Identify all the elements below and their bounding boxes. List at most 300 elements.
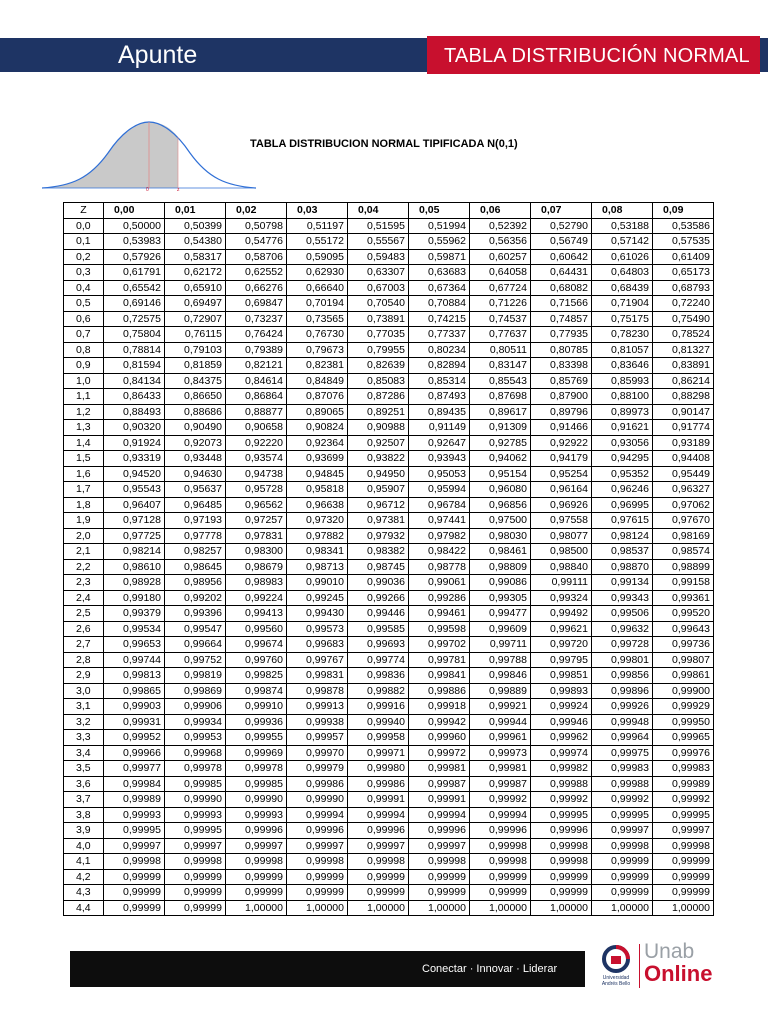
probability-cell: 0,99547 <box>165 621 226 637</box>
table-row <box>64 869 714 885</box>
probability-cell: 0,99996 <box>409 823 470 839</box>
probability-cell: 0,98500 <box>531 544 592 560</box>
probability-cell: 0,99999 <box>592 854 653 870</box>
probability-cell: 0,99952 <box>104 730 165 746</box>
z-value-cell: 0,1 <box>64 234 104 250</box>
probability-cell: 0,99999 <box>104 869 165 885</box>
probability-cell: 0,91466 <box>531 420 592 436</box>
probability-cell: 0,98077 <box>531 528 592 544</box>
logo-divider <box>639 944 640 988</box>
z-value-cell: 1,1 <box>64 389 104 405</box>
table-row <box>64 885 714 901</box>
probability-cell: 0,99993 <box>226 807 287 823</box>
probability-cell: 0,50399 <box>165 218 226 234</box>
probability-cell: 0,99693 <box>348 637 409 653</box>
probability-cell: 0,99999 <box>409 885 470 901</box>
z-value-cell: 1,8 <box>64 497 104 513</box>
table-row <box>64 730 714 746</box>
table-row <box>64 575 714 591</box>
probability-cell: 0,99573 <box>287 621 348 637</box>
probability-cell: 0,98257 <box>165 544 226 560</box>
probability-cell: 0,99995 <box>104 823 165 839</box>
probability-cell: 0,90490 <box>165 420 226 436</box>
probability-cell: 0,91149 <box>409 420 470 436</box>
probability-cell: 0,99999 <box>165 869 226 885</box>
z-value-cell: 1,6 <box>64 466 104 482</box>
probability-cell: 0,99893 <box>531 683 592 699</box>
probability-cell: 0,99987 <box>470 776 531 792</box>
table-row <box>64 590 714 606</box>
probability-cell: 0,99990 <box>226 792 287 808</box>
probability-cell: 0,92364 <box>287 435 348 451</box>
probability-cell: 0,99999 <box>592 869 653 885</box>
z-value-cell: 3,5 <box>64 761 104 777</box>
probability-cell: 0,99653 <box>104 637 165 653</box>
probability-cell: 0,99985 <box>226 776 287 792</box>
probability-cell: 0,99999 <box>104 900 165 916</box>
probability-cell: 0,83646 <box>592 358 653 374</box>
table-row <box>64 854 714 870</box>
probability-cell: 0,96080 <box>470 482 531 498</box>
probability-cell: 0,99921 <box>470 699 531 715</box>
probability-cell: 0,99813 <box>104 668 165 684</box>
probability-cell: 0,99934 <box>165 714 226 730</box>
probability-cell: 0,83147 <box>470 358 531 374</box>
probability-cell: 0,99983 <box>592 761 653 777</box>
probability-cell: 0,99999 <box>531 869 592 885</box>
probability-cell: 0,99968 <box>165 745 226 761</box>
probability-cell: 0,94520 <box>104 466 165 482</box>
probability-cell: 0,67364 <box>409 280 470 296</box>
table-row <box>64 482 714 498</box>
probability-cell: 0,84375 <box>165 373 226 389</box>
table-row <box>64 699 714 715</box>
probability-cell: 0,99111 <box>531 575 592 591</box>
table-row <box>64 776 714 792</box>
probability-cell: 0,99825 <box>226 668 287 684</box>
probability-cell: 0,93189 <box>653 435 714 451</box>
probability-cell: 0,99831 <box>287 668 348 684</box>
z-value-cell: 0,7 <box>64 327 104 343</box>
probability-cell: 0,99286 <box>409 590 470 606</box>
z-value-cell: 4,4 <box>64 900 104 916</box>
probability-cell: 0,98422 <box>409 544 470 560</box>
z-value-cell: 3,1 <box>64 699 104 715</box>
probability-cell: 0,55567 <box>348 234 409 250</box>
probability-cell: 0,96638 <box>287 497 348 513</box>
z-value-cell: 3,3 <box>64 730 104 746</box>
table-row <box>64 389 714 405</box>
probability-cell: 0,93574 <box>226 451 287 467</box>
probability-cell: 0,87698 <box>470 389 531 405</box>
probability-cell: 0,71904 <box>592 296 653 312</box>
probability-cell: 0,53586 <box>653 218 714 234</box>
probability-cell: 0,99882 <box>348 683 409 699</box>
probability-cell: 0,77637 <box>470 327 531 343</box>
probability-cell: 0,99379 <box>104 606 165 622</box>
probability-cell: 0,99744 <box>104 652 165 668</box>
probability-cell: 0,99896 <box>592 683 653 699</box>
probability-cell: 0,86214 <box>653 373 714 389</box>
probability-cell: 0,99998 <box>226 854 287 870</box>
probability-cell: 0,98745 <box>348 559 409 575</box>
probability-cell: 0,79673 <box>287 342 348 358</box>
probability-cell: 0,62930 <box>287 265 348 281</box>
probability-cell: 0,99988 <box>531 776 592 792</box>
table-row <box>64 683 714 699</box>
probability-cell: 1,00000 <box>348 900 409 916</box>
probability-cell: 0,99971 <box>348 745 409 761</box>
probability-cell: 0,99413 <box>226 606 287 622</box>
probability-cell: 0,54776 <box>226 234 287 250</box>
probability-cell: 0,99988 <box>592 776 653 792</box>
probability-cell: 0,87286 <box>348 389 409 405</box>
probability-cell: 0,84849 <box>287 373 348 389</box>
probability-cell: 0,71226 <box>470 296 531 312</box>
probability-cell: 0,85769 <box>531 373 592 389</box>
probability-cell: 0,69146 <box>104 296 165 312</box>
probability-cell: 0,99995 <box>592 807 653 823</box>
probability-cell: 0,99999 <box>470 885 531 901</box>
probability-cell: 0,99760 <box>226 652 287 668</box>
probability-cell: 0,95994 <box>409 482 470 498</box>
probability-cell: 0,96327 <box>653 482 714 498</box>
z-value-cell: 3,0 <box>64 683 104 699</box>
z-value-cell: 0,8 <box>64 342 104 358</box>
z-value-cell: 1,2 <box>64 404 104 420</box>
probability-cell: 0,99585 <box>348 621 409 637</box>
probability-cell: 0,97725 <box>104 528 165 544</box>
z-value-cell: 2,8 <box>64 652 104 668</box>
probability-cell: 0,75175 <box>592 311 653 327</box>
probability-cell: 0,99266 <box>348 590 409 606</box>
probability-cell: 0,99997 <box>653 823 714 839</box>
probability-cell: 0,96712 <box>348 497 409 513</box>
probability-cell: 0,50000 <box>104 218 165 234</box>
probability-cell: 0,98341 <box>287 544 348 560</box>
probability-cell: 0,99998 <box>653 838 714 854</box>
probability-cell: 0,97500 <box>470 513 531 529</box>
probability-cell: 0,85993 <box>592 373 653 389</box>
z-value-cell: 3,4 <box>64 745 104 761</box>
probability-cell: 0,99711 <box>470 637 531 653</box>
table-row <box>64 621 714 637</box>
probability-cell: 0,99683 <box>287 637 348 653</box>
probability-cell: 0,98809 <box>470 559 531 575</box>
probability-cell: 0,99981 <box>409 761 470 777</box>
probability-cell: 0,94630 <box>165 466 226 482</box>
probability-cell: 0,65542 <box>104 280 165 296</box>
probability-cell: 0,85543 <box>470 373 531 389</box>
probability-cell: 0,99874 <box>226 683 287 699</box>
column-header: 0,00 <box>104 203 165 219</box>
probability-cell: 0,99958 <box>348 730 409 746</box>
probability-cell: 0,99953 <box>165 730 226 746</box>
probability-cell: 0,99999 <box>653 885 714 901</box>
probability-cell: 0,96485 <box>165 497 226 513</box>
footer-tagline: Conectar · Innovar · Liderar <box>422 963 558 975</box>
probability-cell: 0,99978 <box>165 761 226 777</box>
z-value-cell: 2,7 <box>64 637 104 653</box>
probability-cell: 0,99036 <box>348 575 409 591</box>
probability-cell: 0,69497 <box>165 296 226 312</box>
probability-cell: 0,99986 <box>348 776 409 792</box>
probability-cell: 0,96246 <box>592 482 653 498</box>
shaded-area <box>42 122 178 188</box>
probability-cell: 0,90658 <box>226 420 287 436</box>
probability-cell: 0,99999 <box>226 869 287 885</box>
probability-cell: 0,77035 <box>348 327 409 343</box>
probability-cell: 0,99938 <box>287 714 348 730</box>
probability-cell: 0,75490 <box>653 311 714 327</box>
probability-cell: 0,99999 <box>531 885 592 901</box>
probability-cell: 0,99996 <box>531 823 592 839</box>
probability-cell: 0,98983 <box>226 575 287 591</box>
probability-cell: 0,99993 <box>165 807 226 823</box>
column-header: 0,03 <box>287 203 348 219</box>
probability-cell: 0,51595 <box>348 218 409 234</box>
probability-cell: 0,99978 <box>226 761 287 777</box>
probability-cell: 0,99990 <box>287 792 348 808</box>
probability-cell: 0,82894 <box>409 358 470 374</box>
probability-cell: 0,82381 <box>287 358 348 374</box>
table-row <box>64 327 714 343</box>
probability-cell: 0,99991 <box>409 792 470 808</box>
probability-cell: 0,87900 <box>531 389 592 405</box>
probability-cell: 0,99926 <box>592 699 653 715</box>
table-row <box>64 668 714 684</box>
probability-cell: 0,99621 <box>531 621 592 637</box>
probability-cell: 0,94950 <box>348 466 409 482</box>
probability-cell: 0,75804 <box>104 327 165 343</box>
probability-cell: 0,51994 <box>409 218 470 234</box>
column-header: 0,02 <box>226 203 287 219</box>
probability-cell: 0,99992 <box>531 792 592 808</box>
logo-unab-text: Unab <box>644 940 695 963</box>
probability-cell: 0,99990 <box>165 792 226 808</box>
column-header: Z <box>64 203 104 219</box>
probability-cell: 0,98169 <box>653 528 714 544</box>
column-header: 0,01 <box>165 203 226 219</box>
probability-cell: 0,97778 <box>165 528 226 544</box>
probability-cell: 0,97882 <box>287 528 348 544</box>
probability-cell: 0,99987 <box>409 776 470 792</box>
probability-cell: 0,96856 <box>470 497 531 513</box>
probability-cell: 0,99995 <box>531 807 592 823</box>
probability-cell: 0,97062 <box>653 497 714 513</box>
probability-cell: 0,89973 <box>592 404 653 420</box>
probability-cell: 0,99861 <box>653 668 714 684</box>
probability-cell: 0,89435 <box>409 404 470 420</box>
probability-cell: 0,82121 <box>226 358 287 374</box>
probability-cell: 0,99202 <box>165 590 226 606</box>
probability-cell: 0,99995 <box>653 807 714 823</box>
probability-cell: 0,96995 <box>592 497 653 513</box>
probability-cell: 0,98840 <box>531 559 592 575</box>
z-value-cell: 2,5 <box>64 606 104 622</box>
probability-cell: 0,59095 <box>287 249 348 265</box>
table-row <box>64 296 714 312</box>
probability-cell: 0,99955 <box>226 730 287 746</box>
table-row <box>64 559 714 575</box>
probability-cell: 0,91309 <box>470 420 531 436</box>
probability-cell: 0,99643 <box>653 621 714 637</box>
probability-cell: 0,56749 <box>531 234 592 250</box>
probability-cell: 0,97381 <box>348 513 409 529</box>
probability-cell: 0,99999 <box>409 869 470 885</box>
probability-cell: 0,86650 <box>165 389 226 405</box>
probability-cell: 0,81057 <box>592 342 653 358</box>
z-value-cell: 1,5 <box>64 451 104 467</box>
probability-cell: 0,99305 <box>470 590 531 606</box>
table-row <box>64 544 714 560</box>
probability-cell: 0,91924 <box>104 435 165 451</box>
probability-cell: 0,99361 <box>653 590 714 606</box>
probability-cell: 0,99961 <box>470 730 531 746</box>
probability-cell: 0,97982 <box>409 528 470 544</box>
probability-cell: 0,99903 <box>104 699 165 715</box>
probability-cell: 0,97193 <box>165 513 226 529</box>
probability-cell: 0,74537 <box>470 311 531 327</box>
probability-cell: 0,99492 <box>531 606 592 622</box>
probability-cell: 0,93448 <box>165 451 226 467</box>
probability-cell: 0,99180 <box>104 590 165 606</box>
probability-cell: 0,99960 <box>409 730 470 746</box>
probability-cell: 0,99736 <box>653 637 714 653</box>
probability-cell: 0,99995 <box>165 823 226 839</box>
z-value-cell: 2,6 <box>64 621 104 637</box>
probability-cell: 0,64431 <box>531 265 592 281</box>
probability-cell: 0,57926 <box>104 249 165 265</box>
z-value-cell: 0,2 <box>64 249 104 265</box>
probability-cell: 0,99999 <box>653 869 714 885</box>
z-value-cell: 0,0 <box>64 218 104 234</box>
probability-cell: 0,84614 <box>226 373 287 389</box>
probability-cell: 0,99983 <box>653 761 714 777</box>
probability-cell: 0,88298 <box>653 389 714 405</box>
probability-cell: 0,91774 <box>653 420 714 436</box>
table-row <box>64 637 714 653</box>
probability-cell: 0,89617 <box>470 404 531 420</box>
probability-cell: 0,99889 <box>470 683 531 699</box>
probability-cell: 0,98778 <box>409 559 470 575</box>
probability-cell: 0,99446 <box>348 606 409 622</box>
probability-cell: 0,61026 <box>592 249 653 265</box>
probability-cell: 0,99998 <box>470 838 531 854</box>
probability-cell: 0,68439 <box>592 280 653 296</box>
probability-cell: 0,99996 <box>226 823 287 839</box>
z-value-cell: 3,9 <box>64 823 104 839</box>
probability-cell: 0,99998 <box>470 854 531 870</box>
probability-cell: 0,60642 <box>531 249 592 265</box>
probability-cell: 0,87493 <box>409 389 470 405</box>
table-row <box>64 823 714 839</box>
probability-cell: 0,61791 <box>104 265 165 281</box>
probability-cell: 0,98030 <box>470 528 531 544</box>
probability-cell: 0,59871 <box>409 249 470 265</box>
probability-cell: 0,98574 <box>653 544 714 560</box>
z-value-cell: 3,8 <box>64 807 104 823</box>
probability-cell: 0,99998 <box>409 854 470 870</box>
probability-cell: 0,55962 <box>409 234 470 250</box>
probability-cell: 1,00000 <box>409 900 470 916</box>
table-row <box>64 373 714 389</box>
probability-cell: 0,99999 <box>165 900 226 916</box>
probability-cell: 0,97558 <box>531 513 592 529</box>
probability-cell: 0,96784 <box>409 497 470 513</box>
probability-cell: 0,99997 <box>348 838 409 854</box>
probability-cell: 0,92922 <box>531 435 592 451</box>
probability-cell: 1,00000 <box>226 900 287 916</box>
probability-cell: 0,97441 <box>409 513 470 529</box>
probability-cell: 0,99982 <box>531 761 592 777</box>
probability-cell: 0,99998 <box>165 854 226 870</box>
probability-cell: 0,93319 <box>104 451 165 467</box>
probability-cell: 0,76424 <box>226 327 287 343</box>
probability-cell: 0,96926 <box>531 497 592 513</box>
probability-cell: 0,80785 <box>531 342 592 358</box>
table-header-row <box>64 203 714 219</box>
probability-cell: 0,79955 <box>348 342 409 358</box>
probability-cell: 1,00000 <box>592 900 653 916</box>
probability-cell: 0,72240 <box>653 296 714 312</box>
probability-cell: 0,95254 <box>531 466 592 482</box>
probability-cell: 0,99999 <box>348 869 409 885</box>
probability-cell: 0,99996 <box>348 823 409 839</box>
probability-cell: 0,78230 <box>592 327 653 343</box>
probability-cell: 0,97670 <box>653 513 714 529</box>
probability-cell: 0,99396 <box>165 606 226 622</box>
probability-cell: 0,99994 <box>470 807 531 823</box>
probability-cell: 0,99702 <box>409 637 470 653</box>
probability-cell: 0,76115 <box>165 327 226 343</box>
axis-label-mean: 0 <box>146 187 149 192</box>
probability-cell: 0,60257 <box>470 249 531 265</box>
probability-cell: 0,99865 <box>104 683 165 699</box>
probability-cell: 0,66276 <box>226 280 287 296</box>
probability-cell: 0,64058 <box>470 265 531 281</box>
probability-cell: 0,85314 <box>409 373 470 389</box>
probability-cell: 0,72907 <box>165 311 226 327</box>
table-row <box>64 342 714 358</box>
probability-cell: 0,50798 <box>226 218 287 234</box>
table-row <box>64 838 714 854</box>
probability-cell: 0,99430 <box>287 606 348 622</box>
probability-cell: 0,74215 <box>409 311 470 327</box>
probability-cell: 0,99997 <box>592 823 653 839</box>
page-title: TABLA DISTRIBUCIÓN NORMAL <box>444 45 750 67</box>
probability-cell: 0,99819 <box>165 668 226 684</box>
probability-cell: 0,99752 <box>165 652 226 668</box>
probability-cell: 0,99998 <box>531 854 592 870</box>
probability-cell: 0,90988 <box>348 420 409 436</box>
probability-cell: 0,84134 <box>104 373 165 389</box>
probability-cell: 0,68082 <box>531 280 592 296</box>
probability-cell: 0,98610 <box>104 559 165 575</box>
table-row <box>64 265 714 281</box>
probability-cell: 0,99998 <box>104 854 165 870</box>
table-row <box>64 528 714 544</box>
probability-cell: 0,73237 <box>226 311 287 327</box>
probability-cell: 0,53188 <box>592 218 653 234</box>
probability-cell: 0,99869 <box>165 683 226 699</box>
probability-cell: 0,96164 <box>531 482 592 498</box>
probability-cell: 0,88877 <box>226 404 287 420</box>
table-row <box>64 792 714 808</box>
probability-cell: 0,99997 <box>104 838 165 854</box>
probability-cell: 0,98928 <box>104 575 165 591</box>
probability-cell: 1,00000 <box>287 900 348 916</box>
